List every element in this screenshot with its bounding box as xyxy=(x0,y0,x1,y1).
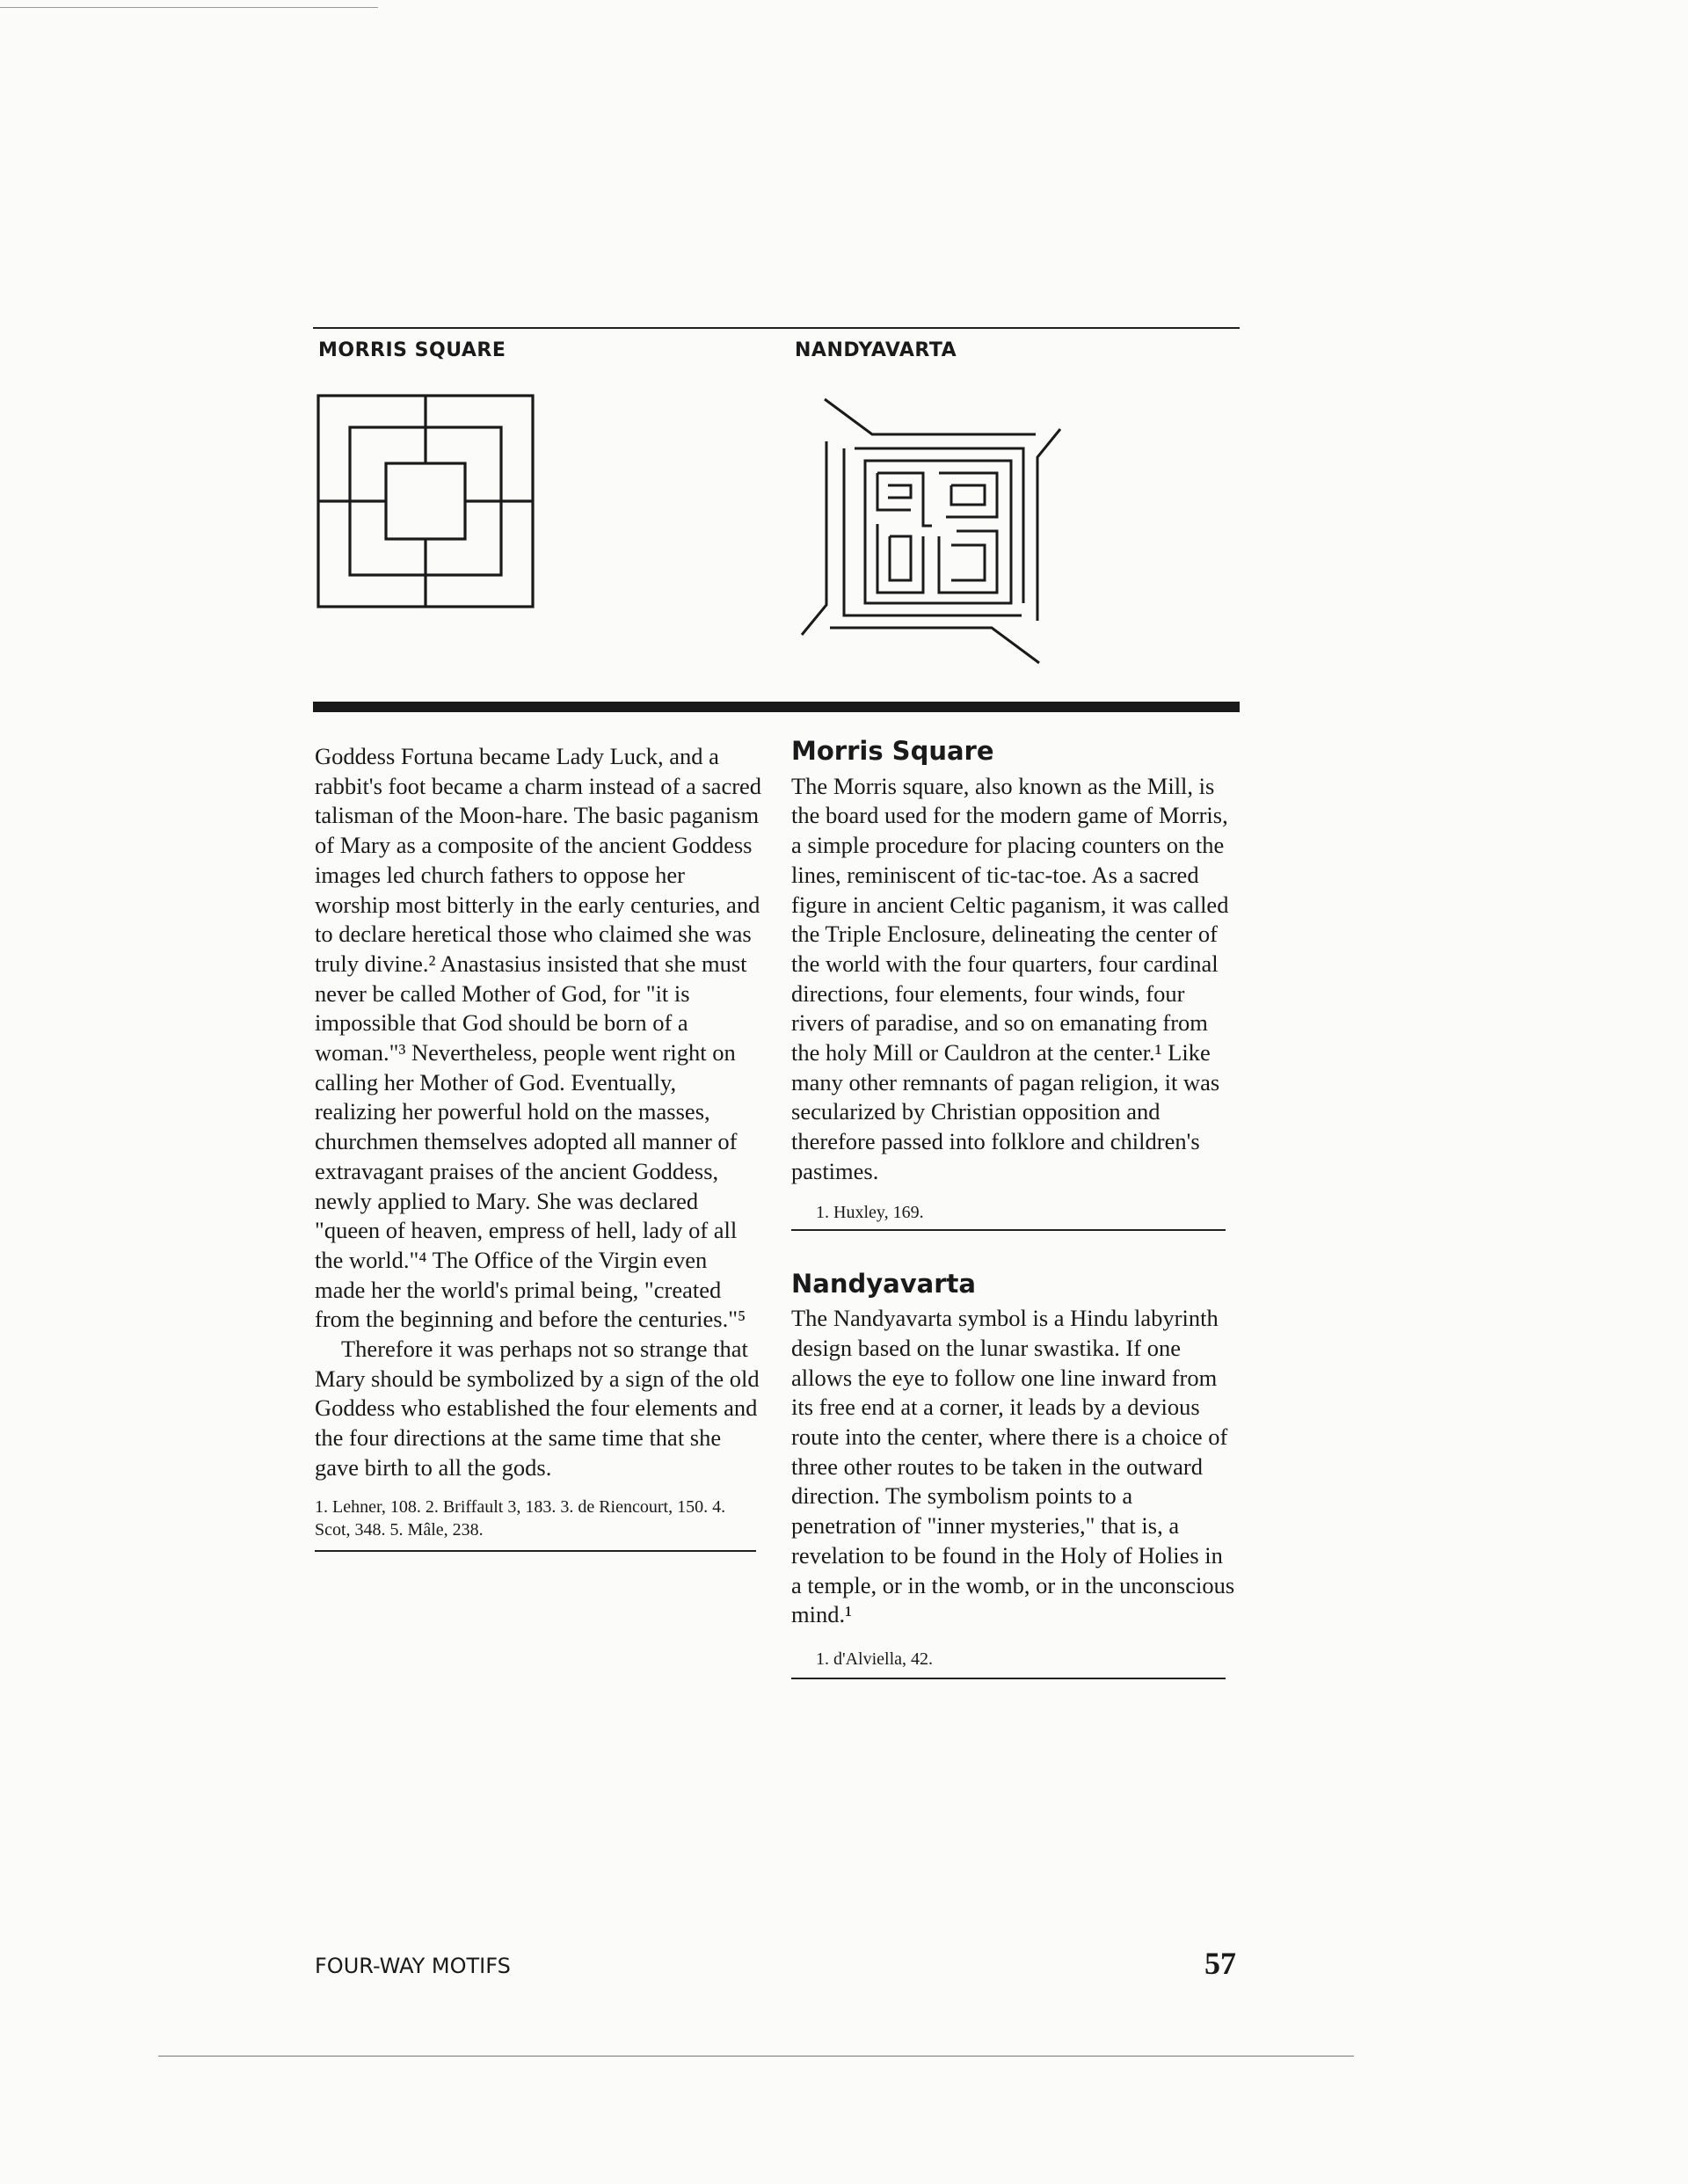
left-column xyxy=(315,742,763,1552)
left-paragraph-2: Therefore it was perhaps not so strange that Mary should be symbolized by a sign of the old Goddess who established the four elements and the four directions at the same time that she gave birth to all the gods. xyxy=(315,1336,760,1481)
scan-edge-bottom xyxy=(158,2056,1354,2057)
header-right-label: NANDYAVARTA xyxy=(795,339,957,361)
nandyavarta-footnote: 1. d'Alviella, 42. xyxy=(816,1649,934,1669)
page-number: 57 xyxy=(1204,1946,1236,1981)
section-divider xyxy=(313,702,1240,712)
morris-square-footnote: 1. Huxley, 169. xyxy=(816,1202,924,1222)
left-paragraph-1: Goddess Fortuna became Lady Luck, and a rabbit's foot became a charm instead of a sacred talisman of the Moon-hare. The basic paganism of Mary as a composite of the ancient Goddess images led church fathers to oppose her worship most bitterly in the early centuries, and to declare heretical those who claimed she was truly divine.² Anastasius insisted that she must never be called Mother of God, for "it is impossible that God should be born of a woman."³ Nevertheless, people went right on calling her Mother of God. Eventually, realizing her powerful hold on the masses, churchmen themselves adopted all manner of extravagant praises of the ancient Goddess, newly applied to Mary. She was declared "queen of heaven, empress of hell, lady of all the world."⁴ The Office of the Virgin even made her the world's primal being, "created from the beginning and before the centuries."⁵ xyxy=(315,743,762,1333)
scan-edge-top xyxy=(0,7,378,8)
section-title-morris-square: Morris Square xyxy=(791,736,994,766)
nandyavarta-figure xyxy=(791,394,1073,666)
morris-footnote-rule xyxy=(791,1229,1226,1231)
left-footnote-rule xyxy=(315,1550,756,1552)
left-footnotes: 1. Lehner, 108. 2. Briffault 3, 183. 3. de Riencourt, 150. 4. Scot, 348. 5. Mâle, 238. xyxy=(315,1496,726,1540)
header-left-label: MORRIS SQUARE xyxy=(318,339,506,361)
morris-square-figure xyxy=(316,394,536,610)
nandyavarta-footnote-rule xyxy=(791,1678,1226,1679)
nandyavarta-body: The Nandyavarta symbol is a Hindu labyrinth design based on the lunar swastika. If one allows the eye to follow one line inward from its free end at a corner, it leads by a devious route into the center, where there is a choice of three other routes to be taken in the outward direction. The symbolism points to a penetration of "inner mysteries," that is, a revelation to be found in the Holy of Holies in a temple, or in the womb, or in the unconscious mind.¹ xyxy=(791,1305,1235,1628)
running-head: FOUR-WAY MOTIFS xyxy=(315,1954,511,1978)
morris-square-body: The Morris square, also known as the Mill, is the board used for the modern game of Morris, a simple procedure for placing counters on the lines, reminiscent of tic-tac-toe. As a sacred figure in ancient Celtic paganism, it was called the Triple Enclosure, delineating the center of the world with the four quarters, four cardinal directions, four elements, four winds, four rivers of paradise, and so on emanating from the holy Mill or Cauldron at the center.¹ Like many other remnants of pagan religion, it was secularized by Christian opposition and therefore passed into folklore and children's pastimes. xyxy=(791,772,1229,1184)
section-title-nandyavarta: Nandyavarta xyxy=(791,1268,976,1299)
right-column xyxy=(791,737,1235,1679)
header-rule xyxy=(313,327,1240,329)
